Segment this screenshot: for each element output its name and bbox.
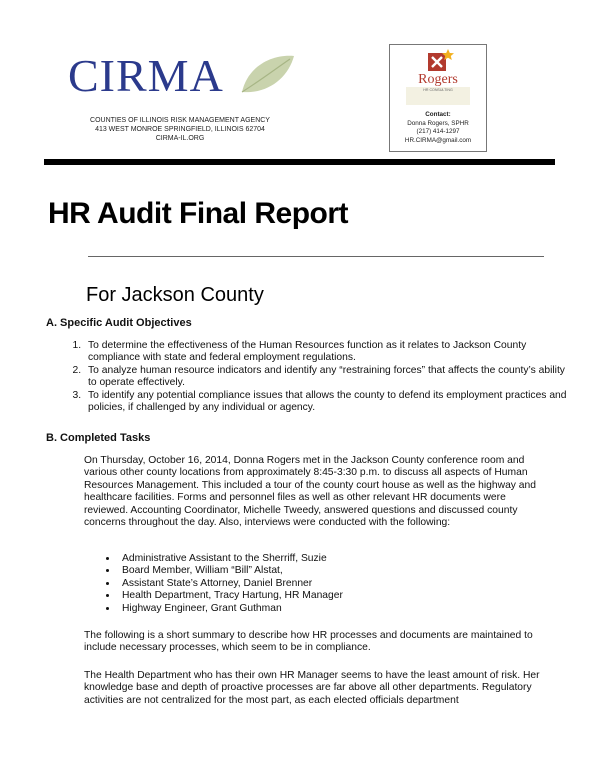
contact-phone: (217) 414-1297 [416,128,460,136]
agency-address [70,116,290,143]
contact-details [390,111,486,145]
agency-street: 413 WEST MONROE SPRINGFIELD, ILLINOIS 62704 [95,126,265,133]
health-department-paragraph: The Health Department who has their own HR Manager seems to have the least amount of risk. Her knowledge base and depth of proactive processes are far above all other departments. Regulatory activities are not centralized for the most part, as each elected officials department [84,670,540,706]
list-item: • Assistant State’s Attorney, Daniel Brenner [118,578,343,590]
interviewees-list [100,553,343,615]
cirma-logo [68,48,298,108]
tasks-paragraph: On Thursday, October 16, 2014, Donna Rogers met in the Jackson County conference room and various other county locations from approximately 8:45-3:30 p.m. to discuss all aspects of Human Resources Management. This included a tour of the county court house as well as the highway and healthcare facilities. Forms and personnel files as well as other relevant HR documents were reviewed. Accounting Coordinator, Michelle Tweedy, answered questions and discussed county concerns throughout the day. Also, interviews were conducted with the following: [84,455,536,529]
objectives-list [62,340,568,414]
section-b-heading: B. Completed Tasks [46,432,151,444]
contact-label: Contact: [425,111,451,118]
contact-email: HR.CIRMA@gmail.com [404,136,472,144]
report-title: HR Audit Final Report [48,197,349,230]
contact-name: Donna Rogers, SPHR [407,119,469,127]
rogers-logo-text: Rogers [418,72,458,87]
agency-website: CIRMA-IL.ORG [155,135,205,142]
list-item: 1. To determine the effectiveness of the Human Resources function as it relates to Jackson County compliance with state and federal employment regulations. [84,340,568,365]
summary-paragraph: The following is a short summary to describe how HR processes and documents are maintained to include necessary processes, which seem to be in compliance. [84,630,533,654]
rogers-logo-tagline: HR CONSULTING [423,88,453,92]
title-divider [88,256,544,257]
logo-text: CIRMA [68,50,224,101]
list-item: 3. To identify any potential compliance issues that allows the county to defend its employment practices and policies, if challenged by any individual or agency. [84,390,568,415]
agency-name: COUNTIES OF ILLINOIS RISK MANAGEMENT AGENCY [90,117,270,124]
list-item: • Board Member, William “Bill” Alstat, [118,565,343,577]
list-item: 2. To analyze human resource indicators and identify any “restraining forces” that affects the county’s ability to operate effectively. [84,365,568,390]
leaf-icon [238,52,296,98]
list-item: • Highway Engineer, Grant Guthman [118,603,343,615]
section-a-heading: A. Specific Audit Objectives [46,317,192,329]
list-item: • Administrative Assistant to the Sherriff, Suzie [118,553,343,565]
rogers-logo [404,47,472,107]
report-subtitle: For Jackson County [86,284,264,306]
header-divider [44,159,555,165]
contact-box [389,44,487,152]
list-item: • Health Department, Tracy Hartung, HR Manager [118,590,343,602]
